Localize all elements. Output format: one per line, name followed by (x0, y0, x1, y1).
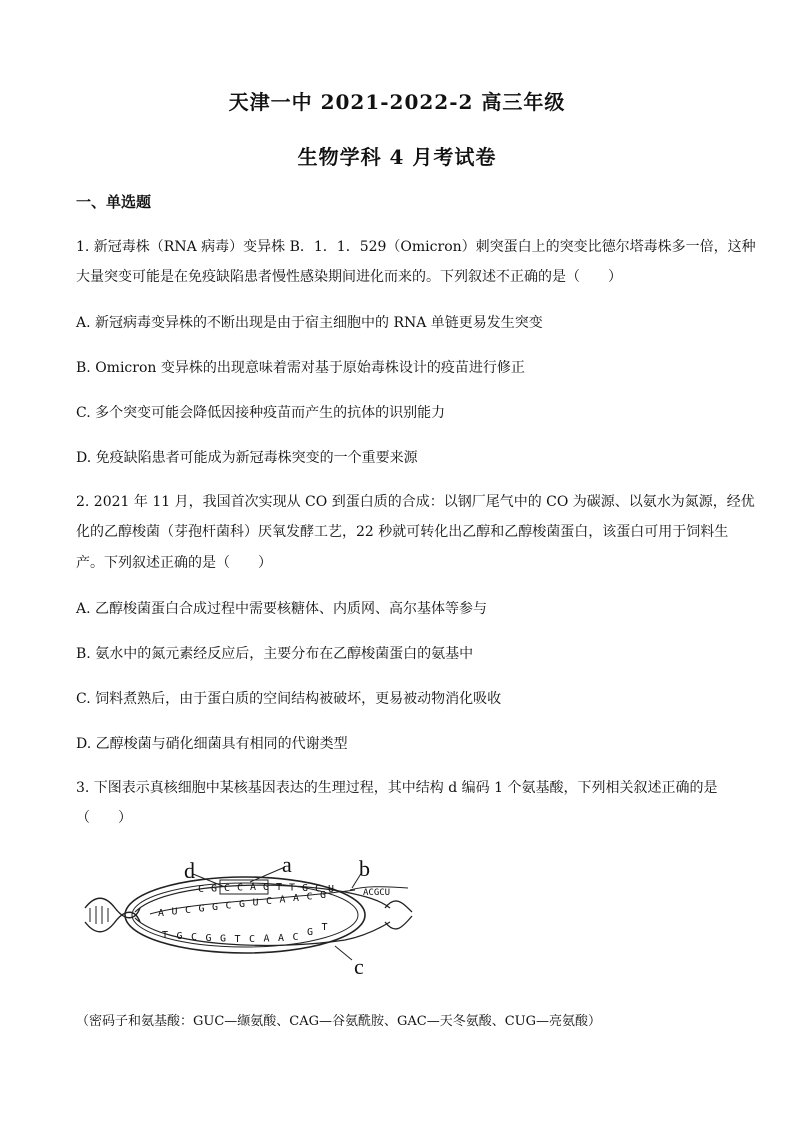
transcription-diagram (80, 850, 420, 980)
bottom-strand-base: A (263, 933, 270, 945)
mrna-base: C (266, 896, 273, 907)
top-strand-base: U (328, 884, 335, 895)
label-b: b (359, 856, 370, 881)
q2-stem-line1: 2. 2021 年 11 月，我国首次实现从 CO 到蛋白质的合成：以钢厂尾气中的 CO 为碳源、以氨水为氮源，经优 (76, 494, 755, 510)
label-d: d (184, 858, 195, 883)
bottom-strand-base: C (292, 932, 299, 944)
mrna-base: G (239, 899, 246, 910)
q3-stem-line1: 3. 下图表示真核细胞中某核基因表达的生理过程，其中结构 d 编码 1 个氨基酸，下列相关叙述正确的是 (76, 780, 718, 796)
top-strand-base: T (289, 882, 296, 894)
bottom-strand-base: C (249, 933, 256, 945)
q1-option-d: D. 免疫缺陷患者可能成为新冠毒株突变的一个重要来源 (76, 450, 418, 466)
top-strand-base: C (315, 883, 322, 895)
q1-option-c: C. 多个突变可能会降低因接种疫苗而产生的抗体的识别能力 (76, 405, 446, 421)
bottom-strand-base: G (205, 933, 212, 945)
bottom-strand-base: G (307, 927, 314, 939)
mrna-base: C (225, 900, 232, 912)
exam-title-line2: 生物学科 4 月考试卷 (297, 145, 497, 169)
label-c: c (354, 954, 364, 979)
label-a: a (282, 852, 292, 877)
q2-option-c: C. 饲料煮熟后，由于蛋白质的空间结构被破坏，更易被动物消化吸收 (76, 691, 502, 707)
q1-option-a: A. 新冠病毒变异株的不断出现是由于宿主细胞中的 RNA 单链更易发生突变 (76, 315, 543, 331)
mrna-base: A (158, 908, 165, 919)
q2-option-b: B. 氨水中的氮元素经反应后，主要分布在乙醇梭菌蛋白的氨基中 (76, 646, 474, 662)
mrna-base: U (171, 906, 178, 918)
q2-option-a: A. 乙醇梭菌蛋白合成过程中需要核糖体、内质网、高尔基体等参与 (76, 601, 488, 617)
bottom-strand-base: C (191, 932, 198, 944)
mrna-base: G (198, 903, 205, 915)
bottom-strand-base: G (220, 933, 227, 945)
mrna-base: G (212, 902, 219, 913)
bottom-strand-base: T (162, 930, 169, 941)
top-strand-base: C (237, 882, 244, 894)
q2-option-d: D. 乙醇梭菌与硝化细菌具有相同的代谢类型 (76, 736, 348, 752)
q2-stem-line2: 化的乙醇梭菌（芽孢杆菌科）厌氧发酵工艺，22 秒就可转化出乙醇和乙醇梭菌蛋白，该蛋白可用于饲料生 (76, 524, 729, 540)
bottom-strand-base: A (278, 933, 285, 945)
top-strand-base: C (198, 884, 205, 895)
q3-stem-line2: （ ） (76, 810, 132, 826)
exam-title-line1: 天津一中 2021-2022-2 高三年级 (228, 90, 566, 114)
bottom-strand-base: T (234, 933, 241, 945)
bottom-strand-base: T (321, 922, 328, 933)
mrna-base: A (293, 893, 300, 904)
mrna-base: G (320, 890, 327, 901)
top-strand-base: A (250, 882, 257, 894)
top-strand-base: G (211, 883, 218, 895)
q1-stem-line1: 1. 新冠毒株（RNA 病毒）变异株 B．1．1．529（Omicron）刺突蛋白上的突变比德尔塔毒株多一倍，这种 (76, 239, 756, 255)
section-heading: 一、单选题 (76, 193, 152, 211)
mrna-base: A (279, 894, 286, 906)
bottom-strand-bases (162, 922, 328, 945)
mrna-base: C (306, 891, 313, 903)
top-strand-base: G (263, 882, 270, 893)
q1-option-b: B. Omicron 变异株的出现意味着需对基于原始毒株设计的疫苗进行修正 (76, 360, 525, 376)
bottom-strand-base: G (176, 931, 183, 943)
mrna-base: C (185, 905, 192, 916)
top-strand-base: G (302, 882, 309, 894)
exit-rna-bases: ACGCU (363, 888, 391, 898)
mrna-base: U (252, 897, 259, 909)
codon-legend: （密码子和氨基酸：GUC—缬氨酸、CAG—谷氨酰胺、GAC—天冬氨酸、CUG—亮氨酸） (76, 1014, 602, 1029)
top-strand-base: T (276, 882, 283, 894)
q1-stem-line2: 大量突变可能是在免疫缺陷患者慢性感染期间进化而来的。下列叙述不正确的是（ ） (76, 269, 622, 285)
q2-stem-line3: 产。下列叙述正确的是（ ） (76, 555, 272, 571)
top-strand-base: C (224, 882, 231, 894)
